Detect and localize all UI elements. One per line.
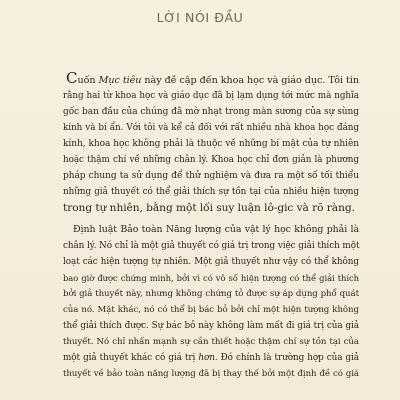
drop-cap: C <box>66 69 78 87</box>
emphasis-italic: hơn <box>198 353 215 363</box>
paragraph-2-line-6: của nó. Mặt khác, nó có thể bị bác bỏ bởi chỉ một hiện tượng không <box>63 305 359 315</box>
paragraph-1-line-2: rằng hai từ khoa học và giáo dục đã bị lạm dụng tới mức mà nghĩa <box>63 91 359 101</box>
paragraph-2-line-10: thuyết về bảo toàn năng lượng đã bị thay thế bởi một định đề có giá <box>63 369 359 379</box>
paragraph-2-line-1: Định luật Bảo toàn Năng lượng của vật lý học không phải là <box>73 224 359 235</box>
paragraph-2-line-9 <box>63 350 359 366</box>
paragraph-2-line-8: thuyết. Nó chỉ nhấn mạnh sự cần thiết hoặc thậm chí sự tồn tại của <box>63 337 359 347</box>
paragraph-1-line-3: gốc ban đầu của chúng đã mờ nhạt trong màn sương của sự sùng <box>63 107 359 117</box>
paragraph-2-line-7: thể giải thích được. Sự bác bỏ này không làm mất đi giá trị của giả <box>63 321 359 331</box>
paragraph-1-line-8: những giả thuyết có thể giải thích sự tồn tại của nhiều hiện tượng <box>63 187 359 197</box>
paragraph-1-line-4: kính và bí ẩn. Với tôi và kể cả đối với rất nhiều nhà khoa học đáng <box>63 123 359 133</box>
page-title: LỜI NÓI ĐẦU <box>156 10 244 25</box>
paragraph-2-line-4: bao giờ được chứng minh, bởi vì có vô số hiện tượng có thể giải thích <box>63 273 359 283</box>
text-span: uốn <box>77 75 99 86</box>
paragraph-2-line-5: bởi giả thuyết này, nhưng không chứng tỏ được sự áp dụng phổ quát <box>63 289 359 299</box>
paragraph-1-line-9: trong tự nhiên, bằng một lối suy luận lô-gic và rõ ràng. <box>63 202 355 214</box>
paragraph-2-line-3: loạt các hiện tượng tự nhiên. Một giả thuyết như vậy có thể không <box>63 257 359 267</box>
text-span: . Đó chính là trường hợp của giả <box>214 353 359 363</box>
paragraph-1-line-5: kính, khoa học không phải là thuộc về những bí mật của tự nhiên <box>63 139 359 149</box>
book-title-italic: Mục tiêu <box>98 75 142 86</box>
text-span: một giả thuyết khác có giá trị <box>63 353 199 363</box>
paragraph-2-line-2: chân lý. Nó chỉ là một giả thuyết có giá trị trong việc giải thích một <box>63 241 360 251</box>
paragraph-1-line-6: hoặc thậm chí về những chân lý. Khoa học chỉ đơn giản là phương <box>63 155 359 165</box>
text-span: này đề cập đến khoa học và giáo dục. Tôi tin <box>141 75 360 86</box>
paragraph-1-line-7: pháp chung ta sử dụng để thử nghiệm và đưa ra một số tối thiểu <box>63 171 359 181</box>
paragraph-1-line-1 <box>66 70 359 89</box>
